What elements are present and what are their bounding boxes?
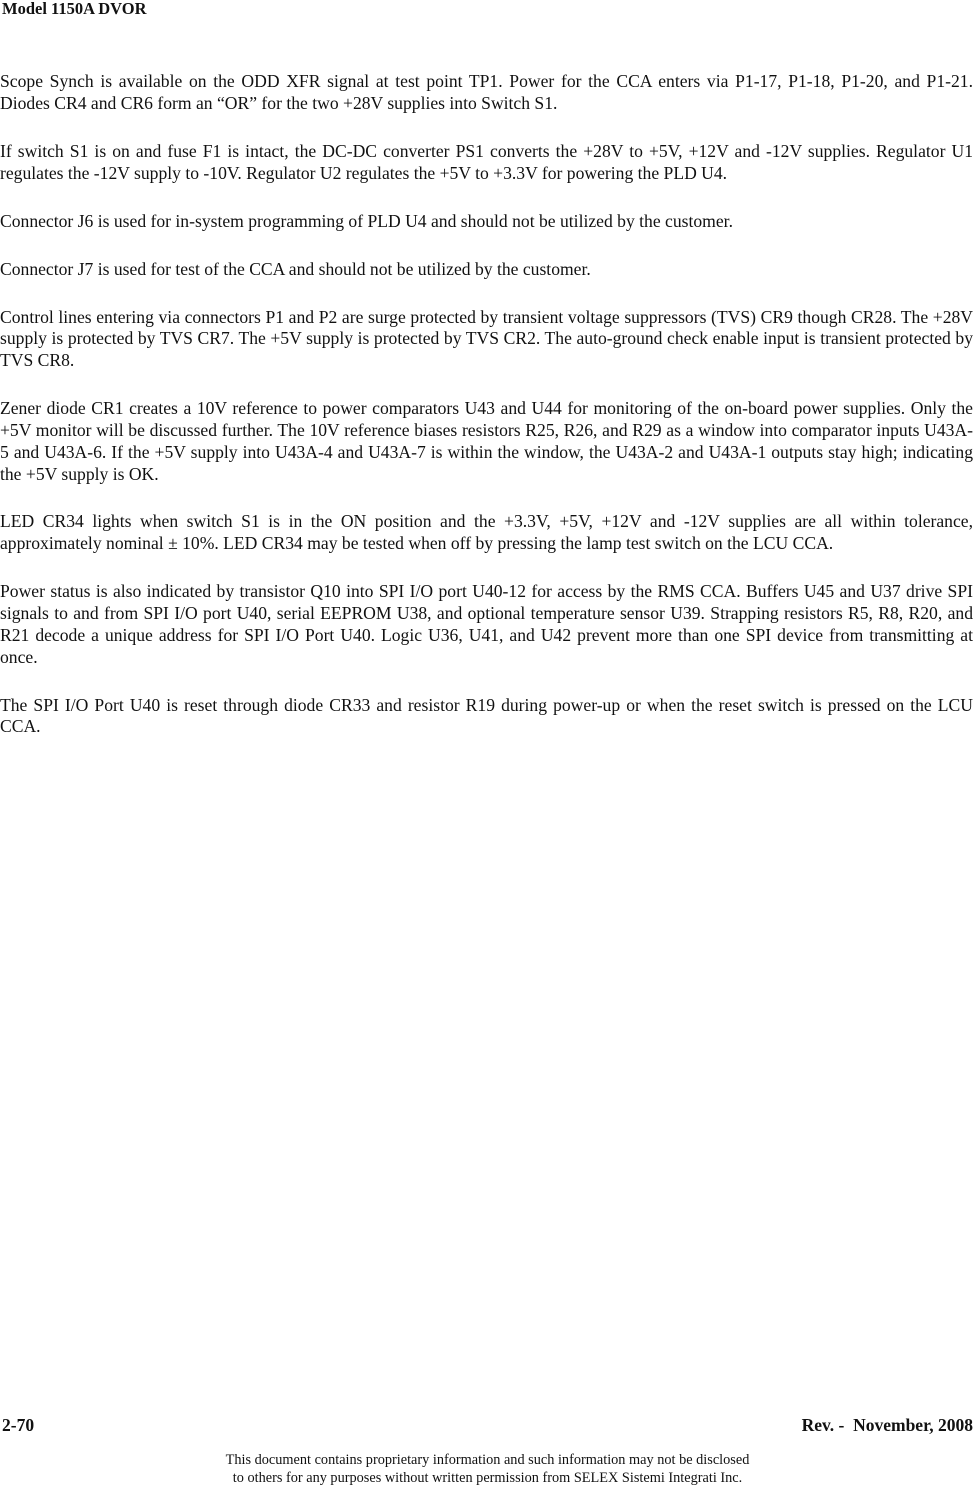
disclaimer-line: This document contains proprietary information and such information may not be disclosed [225,1452,750,1468]
document-title: Model 1150A DVOR [2,0,147,18]
paragraph-led-cr34: LED CR34 lights when switch S1 is in the ON position and the +3.3V, +5V, +12V and -12V supplies are all within tolerance, approximately nominal ± 10%. LED CR34 may be tested when off by pressing the lamp test switch on the LCU CCA. [0,511,973,554]
paragraph-surge-protection: Control lines entering via connectors P1 and P2 are surge protected by transient voltage suppressors (TVS) CR9 though CR28. The +28V supply is protected by TVS CR7. The +5V supply is protected by TVS CR2. The auto-ground check enable input is transient protected by TVS CR8. [0,306,973,371]
paragraph-scope-synch: Scope Synch is available on the ODD XFR signal at test point TP1. Power for the CCA enters via P1-17, P1-18, P1-20, and P1-21. Diodes CR4 and CR6 form an “OR” for the two +28V supplies into Switch S1. [0,71,973,113]
paragraph-zener-reference: Zener diode CR1 creates a 10V reference to power comparators U43 and U44 for monitoring of the on-board power supplies. Only the +5V monitor will be discussed further. The 10V reference biases resistors R25, R26, and R29 as a window into comparator inputs U43A-5 and U43A-6. If the +5V supply into U43A-4 and U43A-7 is within the window, the U43A-2 and U43A-1 outputs stay high; indicating the +5V supply is OK. [0,398,973,484]
paragraph-power-status: Power status is also indicated by transistor Q10 into SPI I/O port U40-12 for access by the RMS CCA. Buffers U45 and U37 drive SPI signals to and from SPI I/O port U40, serial EEPROM U38, and optional temperature sensor U39. Strapping resistors R5, R8, R20, and R21 decode a unique address for SPI I/O Port U40. Logic U36, U41, and U42 prevent more than one SPI device from transmitting at once. [0,581,973,667]
paragraph-spi-reset: The SPI I/O Port U40 is reset through diode CR33 and resistor R19 during power-up or when the reset switch is pressed on the LCU CCA. [0,694,973,737]
paragraph-connector-j6: Connector J6 is used for in-system programming of PLD U4 and should not be utilized by the customer. [0,210,733,231]
revision-date: Rev. - November, 2008 [801,1415,973,1435]
paragraph-connector-j7: Connector J7 is used for test of the CCA and should not be utilized by the customer. [0,258,591,279]
proprietary-disclaimer [0,1452,975,1487]
disclaimer-line: to others for any purposes without written permission from SELEX Sistemi Integrati Inc. [232,1469,743,1486]
paragraph-dc-dc-converter: If switch S1 is on and fuse F1 is intact, the DC-DC converter PS1 converts the +28V to +5V, +12V and -12V supplies. Regulator U1 regulates the -12V supply to -10V. Regulator U2 regulates the +5V to +3.3V for powering the PLD U4. [0,140,973,183]
page-number: 2-70 [2,1415,35,1435]
body-text [0,71,973,764]
